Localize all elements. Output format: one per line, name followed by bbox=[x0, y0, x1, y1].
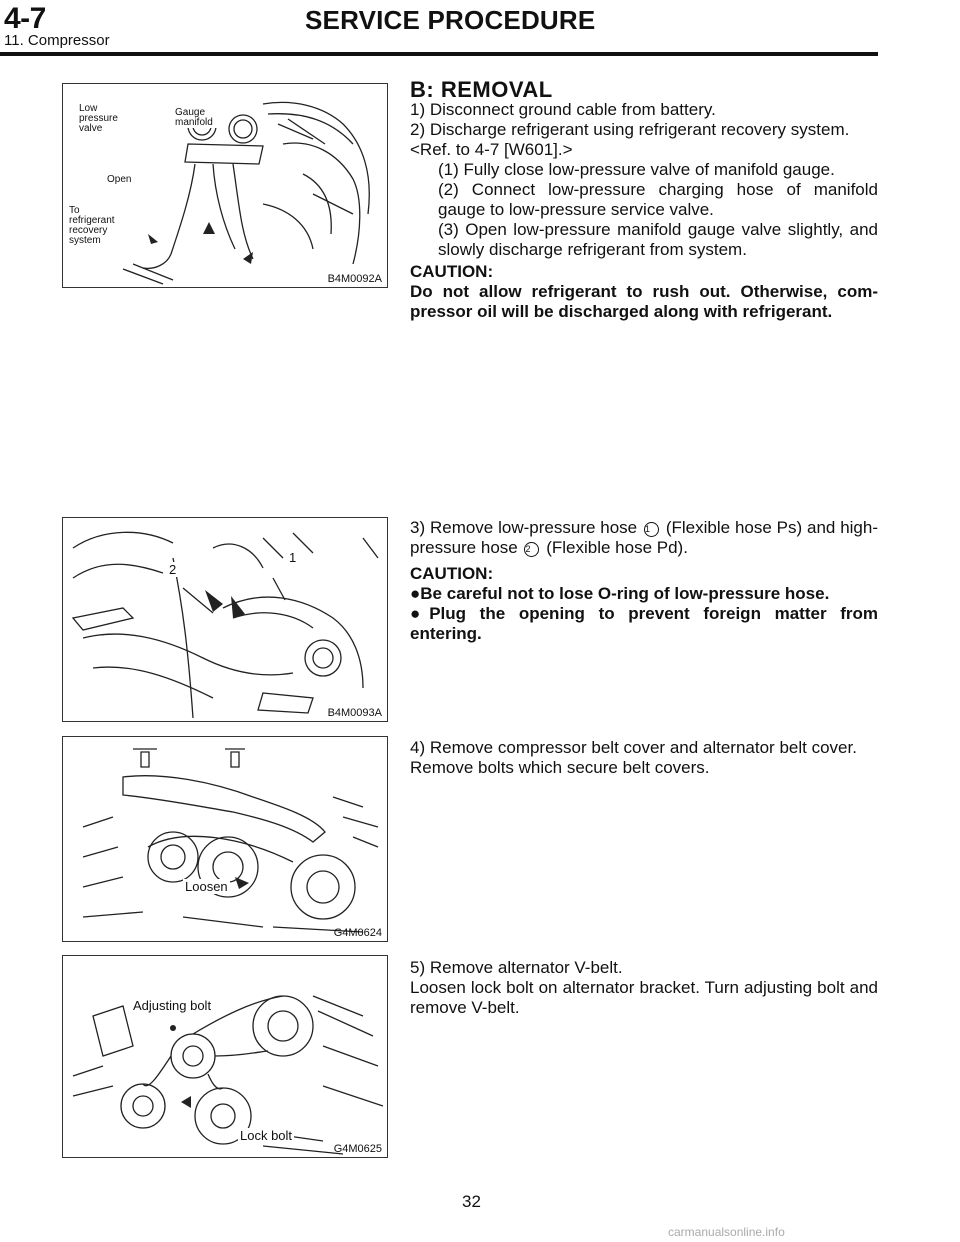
label-recovery-system: To refrigerant recovery system bbox=[69, 206, 119, 246]
text-block-step-4 bbox=[410, 738, 878, 778]
step-4: 4) Remove compressor belt cover and alternator belt cover. bbox=[410, 738, 857, 757]
label-gauge-manifold: Gauge manifold bbox=[175, 108, 219, 128]
page-title: SERVICE PROCEDURE bbox=[305, 5, 596, 35]
text-block-step-5 bbox=[410, 958, 878, 1018]
callout-2-icon: 2 bbox=[524, 542, 539, 557]
step-2-2: (2) Connect low-pressure charging hose of manifold gauge to low-pressure service valve. bbox=[438, 180, 878, 219]
figure-alternator-belt bbox=[62, 955, 388, 1158]
step-3: 3) Remove low-pressure hose 1 (Flexible hose Ps) and high-pressure hose 2 (Flexible hose Pd). bbox=[410, 518, 879, 557]
step-2: 2) Discharge refrigerant using refrigerant recovery system. bbox=[410, 120, 850, 139]
step-5-note: Loosen lock bolt on alternator bracket. Turn adjusting bolt and remove V-belt. bbox=[410, 978, 878, 1017]
hoses-illustration bbox=[63, 518, 387, 721]
label-callout-2: 2 bbox=[169, 562, 177, 577]
step-2-3: (3) Open low-pressure manifold gauge valve slightly, and slowly discharge refrigerant from system. bbox=[438, 220, 878, 259]
text-block-removal bbox=[410, 77, 878, 322]
chapter-code: 4-7 bbox=[4, 2, 46, 35]
section-heading: B: REMOVAL bbox=[410, 77, 553, 102]
figure-caption: G4M0624 bbox=[333, 927, 382, 939]
caution-2-bullet-1: ●Be careful not to lose O-ring of low-pressure hose. bbox=[410, 584, 830, 603]
bullet-icon: ● bbox=[410, 584, 421, 603]
page-number: 32 bbox=[462, 1192, 481, 1211]
belt-cover-illustration bbox=[63, 737, 387, 941]
label-lock-bolt: Lock bolt bbox=[240, 1128, 293, 1143]
callout-1-icon: 1 bbox=[644, 522, 659, 537]
caution-1-text: Do not allow refrigerant to rush out. Otherwise, com-pressor oil will be discharged along with refrigerant. bbox=[410, 282, 878, 321]
watermark: carmanualsonline.info bbox=[668, 1225, 785, 1239]
label-loosen: Loosen bbox=[185, 879, 228, 894]
header-rule bbox=[0, 52, 878, 56]
step-5: 5) Remove alternator V-belt. bbox=[410, 958, 623, 977]
label-low-pressure-valve: Low pressure valve bbox=[79, 104, 135, 134]
section-subtitle: 11. Compressor bbox=[4, 32, 110, 49]
caution-2-title: CAUTION: bbox=[410, 564, 494, 583]
step-1: 1) Disconnect ground cable from battery. bbox=[410, 100, 716, 119]
caution-1-title: CAUTION: bbox=[410, 262, 494, 281]
figure-hoses bbox=[62, 517, 388, 722]
step-2-1: (1) Fully close low-pressure valve of manifold gauge. bbox=[438, 160, 835, 179]
label-open: Open bbox=[107, 174, 132, 185]
figure-gauge-manifold bbox=[62, 83, 388, 288]
figure-caption: G4M0625 bbox=[333, 1143, 382, 1155]
bullet-icon: ● bbox=[410, 604, 430, 623]
caution-2-bullet-2: ●Plug the opening to prevent foreign matter from entering. bbox=[410, 604, 878, 643]
text-block-step-3 bbox=[410, 518, 878, 644]
label-callout-1: 1 bbox=[289, 550, 297, 565]
figure-caption: B4M0093A bbox=[327, 707, 382, 719]
alternator-belt-illustration bbox=[63, 956, 387, 1157]
label-adjusting-bolt: Adjusting bolt bbox=[133, 998, 212, 1013]
step-4-note: Remove bolts which secure belt covers. bbox=[410, 758, 710, 777]
step-2-ref: <Ref. to 4-7 [W601].> bbox=[410, 140, 573, 159]
figure-caption: B4M0092A bbox=[327, 273, 382, 285]
figure-belt-covers bbox=[62, 736, 388, 942]
